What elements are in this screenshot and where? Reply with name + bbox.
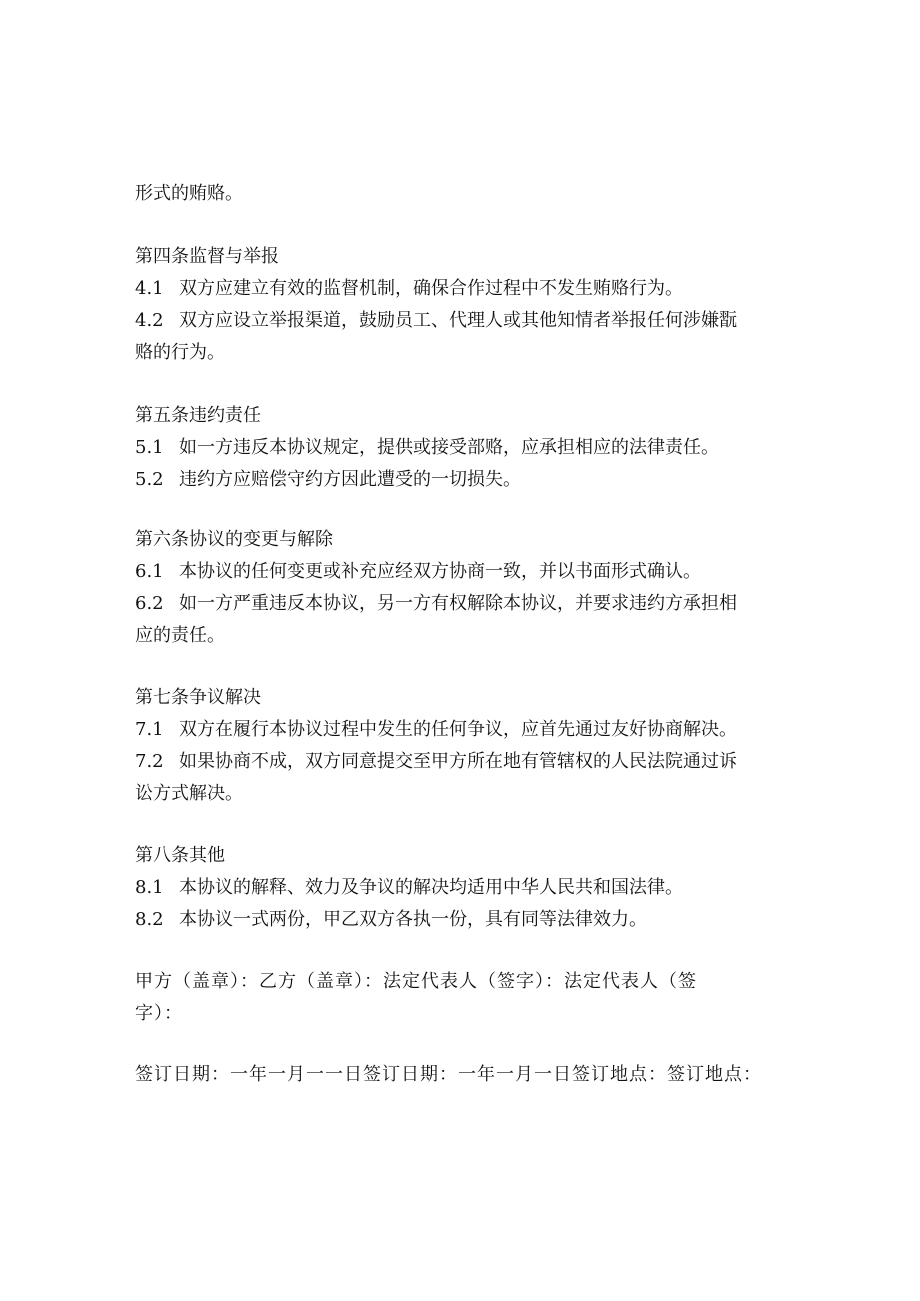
section-heading: 第八条其他: [135, 845, 225, 866]
clause-number: 6.2: [135, 593, 164, 614]
section-heading: 第五条违约责任: [135, 405, 261, 426]
clause-number: 8.1: [135, 877, 164, 898]
clause-item: [135, 714, 797, 746]
clause-text: 本协议的解释、效力及争议的解决均适用中华人民共和国法律。: [179, 877, 683, 898]
clause-number: 7.2: [135, 751, 164, 772]
clause-number: 4.2: [135, 310, 164, 331]
clause-text: 本协议的任何变更或补充应经双方协商一致，并以书面形式确认。: [179, 561, 701, 582]
clause-item: [135, 872, 797, 904]
signature-parties: 甲方（盖章）：乙方（盖章）：法定代表人（签字）：法定代表人（签: [135, 971, 697, 992]
clause-item: [135, 273, 797, 305]
clause-text: 双方应建立有效的监督机制，确保合作过程中不发生贿赂行为。: [179, 278, 683, 299]
clause-continuation: 讼方式解决。: [135, 783, 243, 804]
clause-continuation: 赂的行为。: [135, 342, 225, 363]
clause-item: [135, 432, 797, 464]
section-heading: 第六条协议的变更与解除: [135, 529, 333, 550]
intro-tail: 形式的贿赂。: [135, 183, 243, 204]
clause-item: [135, 464, 797, 496]
clause-text: 双方应设立举报渠道，鼓励员工、代理人或其他知情者举报任何涉嫌翫: [179, 310, 737, 331]
clause-text: 如一方严重违反本协议，另一方有权解除本协议，并要求违约方承担相: [179, 593, 737, 614]
clause-text: 双方在履行本协议过程中发生的任何争议，应首先通过友好协商解决。: [179, 719, 737, 740]
clause-item: [135, 588, 797, 620]
clause-item: [135, 556, 797, 588]
clause-number: 6.1: [135, 561, 164, 582]
clause-text: 如一方违反本协议规定，提供或接受部赂，应承担相应的法律责任。: [179, 437, 719, 458]
signing-date-place: 签订日期：一年一月一一日签订日期：一年一月一日签订地点：签订地点：: [135, 1064, 762, 1085]
section-heading: 第七条争议解决: [135, 687, 261, 708]
clause-continuation: 应的责任。: [135, 625, 225, 646]
clause-text: 如果协商不成，双方同意提交至甲方所在地有管辖权的人民法院通过诉: [179, 751, 737, 772]
clause-text: 本协议一式两份，甲乙双方各执一份，具有同等法律效力。: [179, 909, 647, 930]
clause-item: [135, 746, 797, 778]
clause-number: 8.2: [135, 909, 164, 930]
section-heading: 第四条监督与举报: [135, 246, 279, 267]
clause-number: 4.1: [135, 278, 164, 299]
clause-item: [135, 904, 797, 936]
clause-number: 7.1: [135, 719, 164, 740]
signature-parties-continued: 字）：: [135, 1003, 183, 1024]
clause-number: 5.1: [135, 437, 164, 458]
clause-item: [135, 305, 797, 337]
clause-number: 5.2: [135, 469, 164, 490]
clause-text: 违约方应赔偿守约方因此遭受的一切损失。: [179, 469, 521, 490]
